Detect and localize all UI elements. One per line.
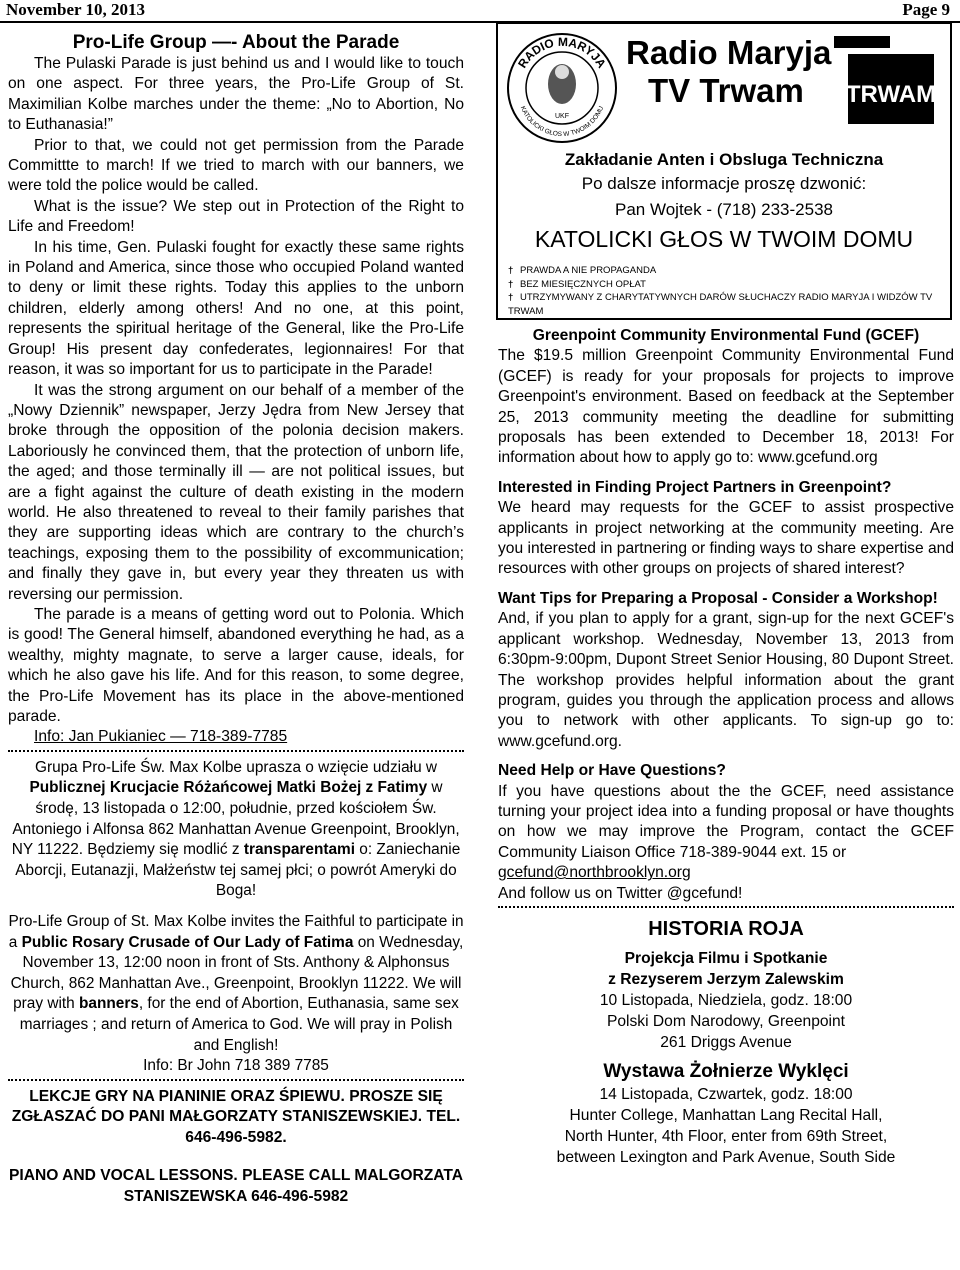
svg-text:UKF: UKF	[555, 113, 569, 120]
divider	[8, 750, 464, 752]
parade-paragraph-2: Prior to that, we could not get permission from the Parade Committte to march! If we tried to march with our banners, we were told the police would be called.	[8, 136, 464, 195]
radio-maryja-seal-icon	[506, 32, 618, 144]
ad-motto: KATOLICKI GŁOS W TWOIM DOMU	[534, 226, 914, 252]
right-column	[498, 326, 954, 1168]
lessons-english: PIANO AND VOCAL LESSONS. PLEASE CALL MALGORZATA STANISZEWSKA 646-496-5982	[9, 1167, 463, 1205]
cross-icon: †	[508, 292, 514, 303]
crusade-name-polish: Publicznej Krucjacie Różańcowej Matki Bożej z Fatimy	[29, 779, 428, 797]
ad-bullet: † BEZ MIESIĘCZNYCH OPŁAT	[508, 278, 646, 290]
partners-title: Interested in Finding Project Partners in Greenpoint?	[498, 478, 892, 496]
radio-maryja-ad	[496, 22, 952, 320]
ad-contact-prompt: Po dalsze informacje proszę dzwonić:	[581, 174, 867, 193]
svg-text:RADIO MARYJA: RADIO MARYJA	[515, 34, 609, 71]
historia-venue: Polski Dom Narodowy, Greenpoint	[606, 1012, 846, 1030]
parade-info-contact: Info: Jan Pukianiec — 718-389-7785	[34, 728, 288, 746]
wystawa-title: Wystawa Żołnierze Wyklęci	[603, 1060, 849, 1082]
svg-text:KATOLICKI GŁOS W TWOIM DOMU: KATOLICKI GŁOS W TWOIM DOMU	[518, 105, 606, 139]
parade-paragraph-5: It was the strong argument on our behalf of a member of the „Nowy Dziennik” newspaper, Jerzy Jędra from New Jersey that broke through the opposition of the polonia decision makers. Laboriously he convinced them, that the protection of unborn life, the aged; and those terminally ill — are not political issues, but are a fight against the culture of death existing in the modern world. He also threatened to reveal to their family parishes that they are supporting ideas which are contrary to the church’s teachings, exposing them to the possibility of excommunication; and finally they gave in, but every year they threaten us with reversing our permission.	[8, 381, 464, 603]
trwam-logo-icon	[834, 36, 942, 136]
historia-date: 10 Listopada, Niedziela, godz. 18:00	[599, 991, 853, 1009]
parade-article-title: Pro-Life Group —- About the Parade	[72, 32, 400, 53]
banners-english: banners	[79, 995, 139, 1013]
parade-paragraph-1: The Pulaski Parade is just behind us and I would like to touch on one aspect. For three years, the Pro-Life Group of St. Maximilian Kolbe marches under the theme: „No to Abortion, No to Euthanasia!”	[8, 55, 464, 134]
historia-sub1: Projekcja Filmu i Spotkanie	[624, 949, 828, 967]
parade-paragraph-4: In his time, Gen. Pulaski fought for exactly these same rights in Poland and America, since those who occupied Poland wanted to deny or limit these rights. Today this applies to the unborn children, elderly among others! And no one, at this point, represents the spiritual heritage of the General, like the Pro-Life Group! His present day confederates, legionnaires! For that reason, it was so important for us to participate in the Parade!	[8, 238, 464, 379]
svg-text:TRWAM: TRWAM	[845, 81, 937, 108]
wystawa-venue: Hunter College, Manhattan Lang Recital Hall,	[569, 1106, 883, 1124]
partners-text: We heard may requests for the GCEF to assist prospective applicants in project networking at the community meeting. Are you interested in partnering or finding ways to share expertise and resources with other groups on projects of shared interest?	[498, 499, 954, 578]
lessons-polish: LEKCJE GRY NA PIANINIE ORAZ ŚPIEWU. PROSZE SIĘ ZGŁASZAĆ DO PANI MAŁGORZATY STANISZEWSKIEJ. TEL. 646-496-5982.	[11, 1087, 461, 1146]
ad-title: Radio Maryja TV Trwam	[626, 34, 832, 109]
ad-subtitle: Zakładanie Anten i Obsluga Techniczna	[564, 150, 884, 169]
gcef-title: Greenpoint Community Environmental Fund (GCEF)	[532, 327, 920, 344]
page-number: Page 9	[902, 0, 950, 19]
help-title: Need Help or Have Questions?	[498, 762, 726, 780]
cross-icon: †	[508, 265, 514, 276]
cross-icon: †	[508, 278, 514, 290]
parade-paragraph-6: The parade is a means of getting word out to Polonia. Which is good! The General himself, abandoned everything he had, as a wealthy, mighty magnate, to serve a larger cause, ideals, for which he also gave his life. And for this reason, to some degree, the Pro-Life Movement has its place in the above-mentioned parade.	[8, 605, 464, 725]
rosary-info-contact: Info: Br John 718 389 7785	[143, 1057, 329, 1075]
wystawa-floor: North Hunter, 4th Floor, enter from 69th Street,	[564, 1127, 888, 1145]
rosary-crusade-polish: Grupa Pro-Life Św. Max Kolbe uprasza o wzięcie udziału w Publicznej Krucjacie Różańcowej Matki Bożej z Fatimy w środę, 13 listopada o 12:00, południe, przed kościołem Św. Antoniego i Alfonsa 862 Manhattan Avenue Greenpoint, Brooklyn, NY 11222. Będziemy się modlić z transparentami o: Zaniechanie Aborcji, Eutanazji, Małżeństw tej samej płci; o powrót Ameryki do Boga!	[11, 758, 461, 900]
divider	[498, 906, 954, 908]
tips-title: Want Tips for Preparing a Proposal - Consider a Workshop!	[498, 589, 938, 607]
ad-phone: Pan Wojtek - (718) 233-2538	[615, 200, 833, 219]
ad-bullet: † PRAWDA A NIE PROPAGANDA	[508, 265, 657, 276]
wystawa-cross-streets: between Lexington and Park Avenue, South Side	[556, 1148, 896, 1166]
historia-title: HISTORIA ROJA	[648, 917, 804, 940]
banners-polish: transparentami	[243, 841, 356, 859]
historia-sub2: z Rezyserem Jerzym Zalewskim	[608, 970, 844, 988]
tips-text: And, if you plan to apply for a grant, sign-up for the next GCEF's applicant workshop. Wednesday, November 13, 2013 from 6:30pm-9:00pm, Dupont Street Senior Housing, 80 Dupont Street. The workshop provides helpful information about the grant program, guides you through the application process and allows you to network with other applicants. To sign-up go to: www.gcefund.org.	[498, 610, 954, 750]
issue-date: November 10, 2013	[6, 0, 145, 19]
gcef-email-link[interactable]: gcefund@northbrooklyn.org	[498, 864, 691, 882]
wystawa-date: 14 Listopada, Czwartek, godz. 18:00	[599, 1085, 853, 1103]
ad-bullet: † UTRZYMYWANY Z CHARYTATYWNYCH DARÓW SŁUCHACZY RADIO MARYJA I WIDZÓW TV TRWAM	[508, 292, 933, 317]
twitter-line: And follow us on Twitter @gcefund!	[498, 884, 743, 902]
ad-bullets	[508, 264, 950, 318]
historia-address: 261 Driggs Avenue	[660, 1033, 792, 1051]
help-text: If you have questions about the the GCEF, need assistance turning your project idea into a funding proposal or have thoughts on how we may improve the Program, contact the GCEF Community Liaison Office 718-389-9044 ext. 15 or	[498, 782, 954, 861]
page-header	[6, 0, 950, 22]
parade-paragraph-3: What is the issue? We step out in Protection of the Right to Life and Freedom!	[8, 197, 464, 236]
crusade-name-english: Public Rosary Crusade of Our Lady of Fatima	[21, 933, 354, 951]
divider	[8, 1079, 464, 1081]
left-column	[8, 32, 464, 1207]
gcef-text: The $19.5 million Greenpoint Community Environmental Fund (GCEF) is ready for your proposals for projects to improve Greenpoint's environment. Based on feedback at the September 25, 2013 community meeting the deadline for submitting proposals has been extended to December 18, 2013! For information about how to apply go to: www.gcefund.org	[498, 347, 954, 467]
rosary-crusade-english: Pro-Life Group of St. Max Kolbe invites the Faithful to participate in a Public Rosary Crusade of Our Lady of Fatima on Wednesday, November 13, 12:00 noon in front of Sts. Anthony & Alphonsus Church, 862 Manhattan Ave., Greenpoint, Brooklyn 11222. We will pray with banners, for the end of Abortion, Euthanasia, same sex marriages ; and return of America to God. We will pray in Polish and English! Info: Br John 718 389 7785	[8, 912, 464, 1077]
